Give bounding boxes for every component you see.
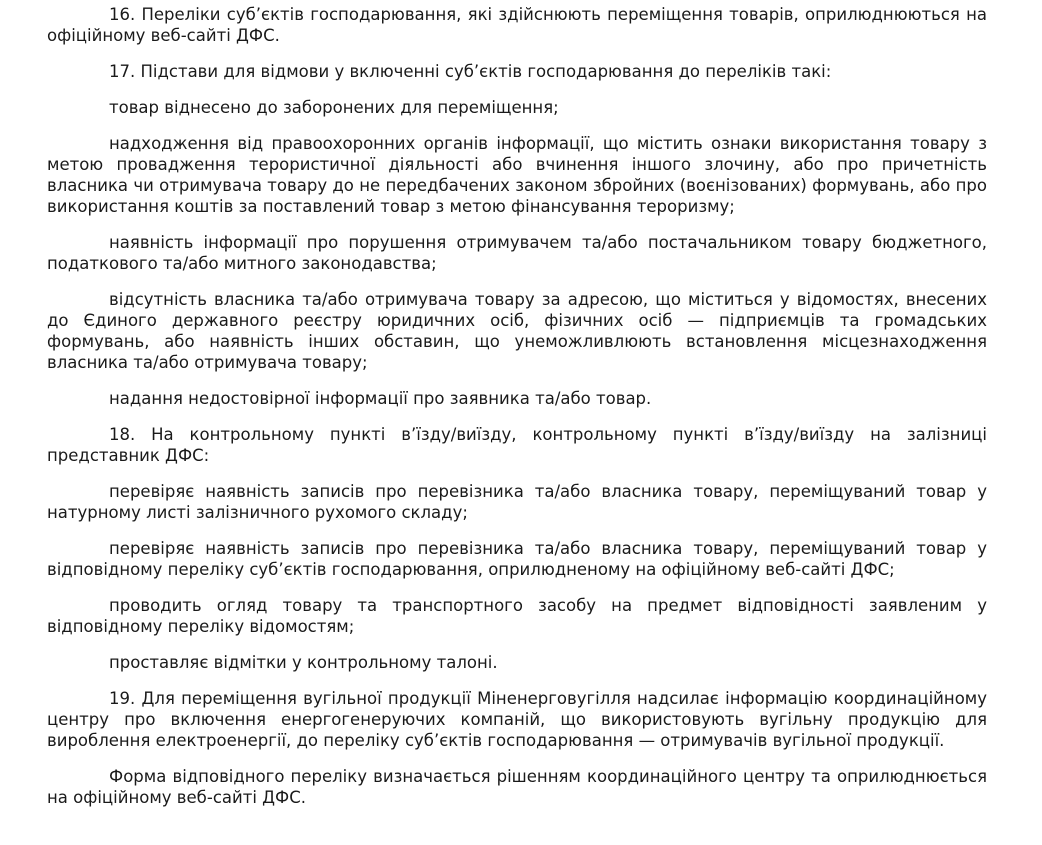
paragraph-17-item-3: наявність інформації про порушення отримувачем та/або постачальником товару бюджетного, податкового та/або митного законодавства;	[47, 233, 987, 273]
paragraph-17-item-1: товар віднесено до заборонених для переміщення;	[109, 98, 559, 117]
paragraph-17-item-4: відсутність власника та/або отримувача товару за адресою, що міститься у відомостях, внесених до Єдиного державного реєстру юридичних осіб, фізичних осіб — підприємців та громадських формувань, або наявність інших обставин, що унеможливлюють встановлення місцезнаходження власника та/або отримувача товару;	[47, 290, 987, 372]
paragraph-18-item-1: перевіряє наявність записів про перевізника та/або власника товару, переміщуваний товар у натурному листі залізничного рухомого складу;	[47, 482, 987, 522]
paragraph-18: 18. На контрольному пункті в’їзду/виїзду, контрольному пункті в’їзду/виїзду на залізниці представник ДФС:	[47, 425, 987, 465]
paragraph-17-item-5: надання недостовірної інформації про заявника та/або товар.	[109, 389, 652, 408]
document-body	[47, 4, 987, 823]
paragraph-18-item-2: перевіряє наявність записів про перевізника та/або власника товару, переміщуваний товар у відповідному переліку суб’єктів господарювання, оприлюдненому на офіційному веб-сайті ДФС;	[47, 539, 987, 579]
paragraph-16: 16. Переліки суб’єктів господарювання, які здійснюють переміщення товарів, оприлюднюються на офіційному веб-сайті ДФС.	[47, 5, 987, 45]
paragraph-19-form: Форма відповідного переліку визначається рішенням координаційного центру та оприлюднюється на офіційному веб-сайті ДФС.	[47, 767, 987, 807]
paragraph-18-item-3: проводить огляд товару та транспортного засобу на предмет відповідності заявленим у відповідному переліку відомостям;	[47, 596, 987, 636]
paragraph-19: 19. Для переміщення вугільної продукції Міненерговугілля надсилає інформацію координаційному центру про включення енергогенеруючих компаній, що використовують вугільну продукцію для вироблення електроенергії, до переліку суб’єктів господарювання — отримувачів вугільної продукції.	[47, 689, 987, 750]
paragraph-17-item-2: надходження від правоохоронних органів інформації, що містить ознаки використання товару з метою провадження терористичної діяльності або вчинення іншого злочину, або про причетність власника чи отримувача товару до не передбачених законом збройних (воєнізованих) формувань, або про використання коштів за поставлений товар з метою фінансування тероризму;	[47, 134, 987, 216]
paragraph-18-item-4: проставляє відмітки у контрольному талоні.	[109, 653, 498, 672]
paragraph-17: 17. Підстави для відмови у включенні суб’єктів господарювання до переліків такі:	[109, 62, 832, 81]
